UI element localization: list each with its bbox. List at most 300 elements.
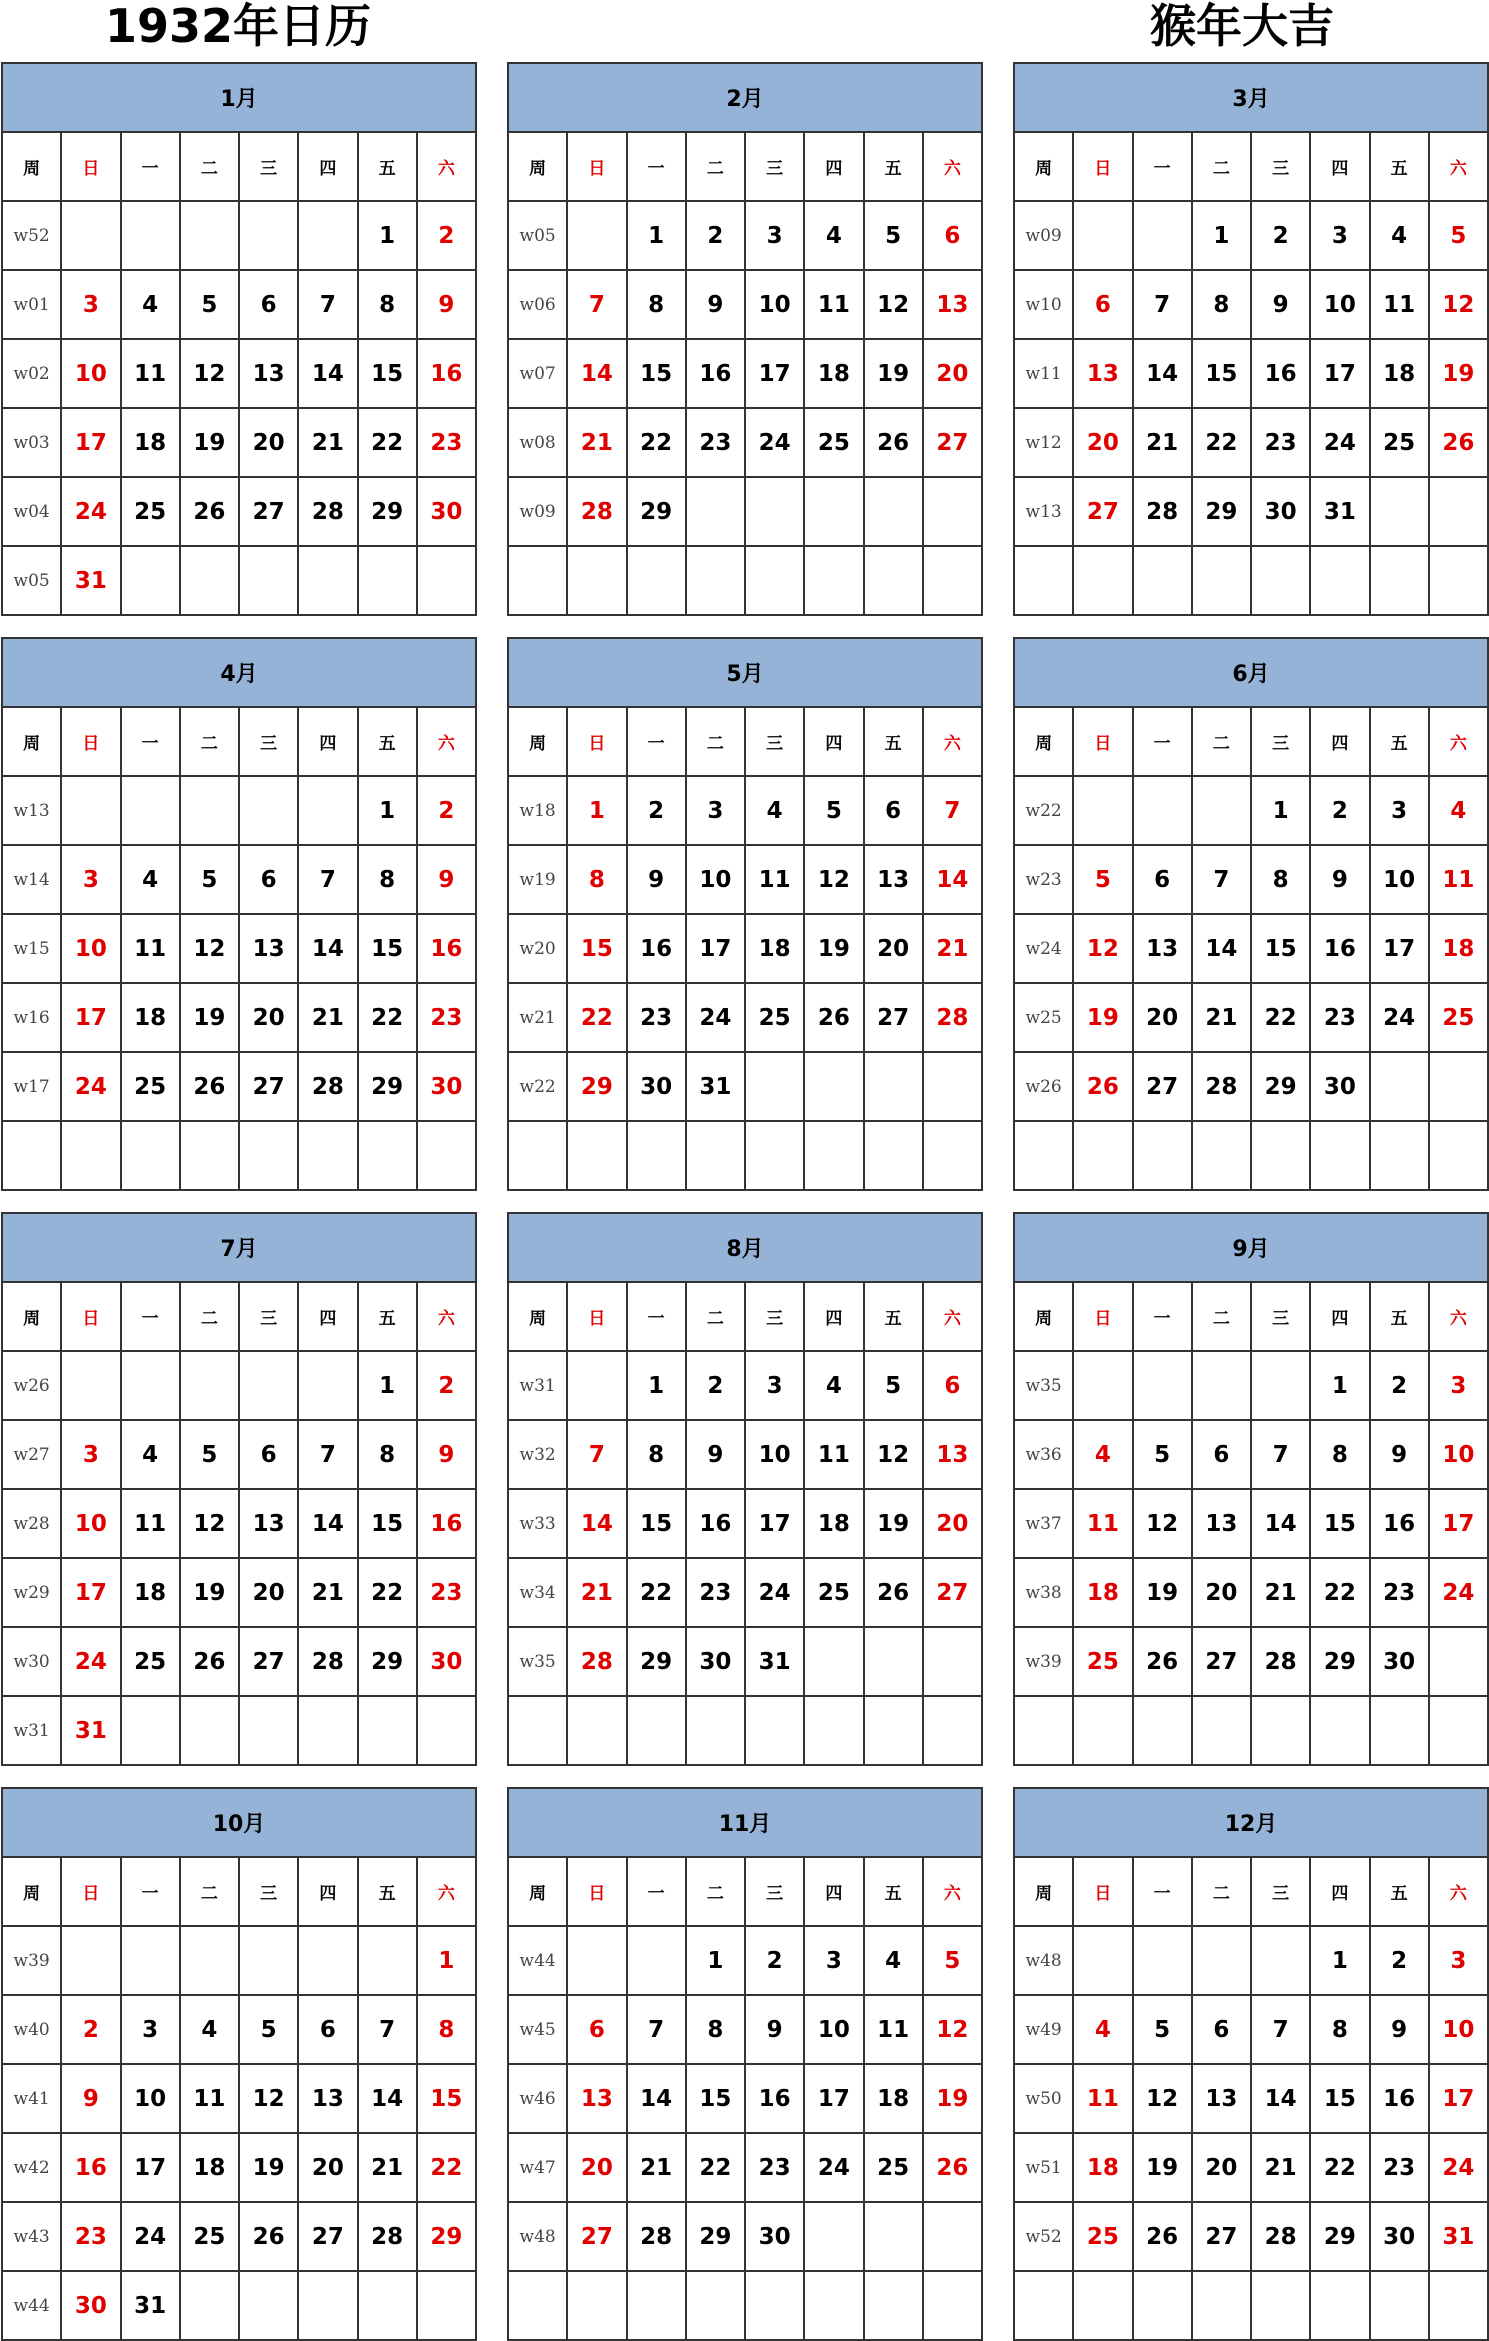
day-cell — [239, 1351, 298, 1420]
day-cell: 29 — [627, 477, 686, 546]
day-cell: 9 — [1310, 845, 1369, 914]
week-number — [1014, 2271, 1073, 2340]
day-cell — [567, 1351, 626, 1420]
day-cell — [1370, 477, 1429, 546]
day-cell — [1133, 776, 1192, 845]
day-cell: 27 — [1073, 477, 1132, 546]
day-cell: 6 — [239, 845, 298, 914]
day-cell — [1310, 1696, 1369, 1765]
day-cell: 30 — [1370, 2202, 1429, 2271]
day-cell: 17 — [804, 2064, 863, 2133]
week-number: w13 — [1014, 477, 1073, 546]
day-cell: 16 — [1370, 1489, 1429, 1558]
weekday-header: 三 — [1251, 1857, 1310, 1926]
day-cell: 7 — [298, 845, 357, 914]
day-cell: 23 — [627, 983, 686, 1052]
day-cell — [864, 1696, 923, 1765]
week-number: w38 — [1014, 1558, 1073, 1627]
day-cell: 9 — [417, 845, 476, 914]
day-cell: 2 — [745, 1926, 804, 1995]
day-cell: 27 — [239, 1052, 298, 1121]
day-cell: 31 — [61, 1696, 120, 1765]
day-cell — [804, 477, 863, 546]
weekday-header: 日 — [61, 707, 120, 776]
day-cell — [1073, 1121, 1132, 1190]
day-cell: 22 — [1251, 983, 1310, 1052]
day-cell — [121, 1696, 180, 1765]
day-cell: 28 — [627, 2202, 686, 2271]
day-cell: 26 — [239, 2202, 298, 2271]
day-cell: 13 — [239, 914, 298, 983]
day-cell: 18 — [804, 339, 863, 408]
day-cell: 11 — [745, 845, 804, 914]
day-cell: 18 — [804, 1489, 863, 1558]
day-cell: 16 — [417, 914, 476, 983]
day-cell: 11 — [1073, 2064, 1132, 2133]
day-cell: 27 — [1133, 1052, 1192, 1121]
day-cell — [417, 1121, 476, 1190]
week-number: w42 — [2, 2133, 61, 2202]
day-cell: 9 — [686, 1420, 745, 1489]
week-number: w35 — [508, 1627, 567, 1696]
day-cell: 4 — [864, 1926, 923, 1995]
day-cell: 16 — [1310, 914, 1369, 983]
weekday-header: 五 — [864, 1282, 923, 1351]
day-cell: 25 — [180, 2202, 239, 2271]
day-cell: 3 — [804, 1926, 863, 1995]
weekday-header: 四 — [298, 132, 357, 201]
weekday-header: 二 — [686, 707, 745, 776]
day-cell: 5 — [864, 201, 923, 270]
day-cell: 22 — [358, 408, 417, 477]
day-cell: 6 — [239, 270, 298, 339]
day-cell: 26 — [180, 1627, 239, 1696]
day-cell: 2 — [686, 1351, 745, 1420]
day-cell: 21 — [567, 408, 626, 477]
day-cell: 5 — [180, 845, 239, 914]
day-cell: 23 — [1251, 408, 1310, 477]
day-cell: 3 — [1429, 1926, 1488, 1995]
day-cell: 24 — [61, 477, 120, 546]
day-cell — [1192, 1926, 1251, 1995]
weekday-header: 三 — [239, 1857, 298, 1926]
day-cell: 15 — [1310, 1489, 1369, 1558]
day-cell: 1 — [1192, 201, 1251, 270]
week-number: w31 — [2, 1696, 61, 1765]
week-number: w20 — [508, 914, 567, 983]
day-cell — [864, 546, 923, 615]
day-cell: 17 — [1429, 2064, 1488, 2133]
week-number: w14 — [2, 845, 61, 914]
day-cell: 5 — [1133, 1420, 1192, 1489]
day-cell: 10 — [1370, 845, 1429, 914]
day-cell: 24 — [1310, 408, 1369, 477]
day-cell: 28 — [1192, 1052, 1251, 1121]
day-cell: 15 — [627, 1489, 686, 1558]
day-cell: 26 — [1429, 408, 1488, 477]
day-cell — [1429, 1052, 1488, 1121]
day-cell: 14 — [298, 1489, 357, 1558]
week-number: w08 — [508, 408, 567, 477]
day-cell: 6 — [239, 1420, 298, 1489]
day-cell: 19 — [1073, 983, 1132, 1052]
day-cell — [686, 1121, 745, 1190]
day-cell: 6 — [567, 1995, 626, 2064]
day-cell: 31 — [1310, 477, 1369, 546]
day-cell — [1073, 1351, 1132, 1420]
day-cell — [1251, 1926, 1310, 1995]
weekday-header: 二 — [180, 1282, 239, 1351]
day-cell: 28 — [358, 2202, 417, 2271]
day-cell: 19 — [180, 408, 239, 477]
day-cell: 13 — [1133, 914, 1192, 983]
day-cell: 8 — [627, 1420, 686, 1489]
weekday-header: 三 — [239, 132, 298, 201]
weekday-header: 三 — [1251, 707, 1310, 776]
day-cell: 26 — [1133, 1627, 1192, 1696]
weekday-header: 六 — [417, 1857, 476, 1926]
weekday-header: 三 — [1251, 132, 1310, 201]
day-cell: 28 — [1251, 2202, 1310, 2271]
day-cell: 7 — [1251, 1995, 1310, 2064]
day-cell: 5 — [1073, 845, 1132, 914]
day-cell — [298, 546, 357, 615]
day-cell: 27 — [239, 477, 298, 546]
day-cell — [180, 1351, 239, 1420]
day-cell: 3 — [61, 1420, 120, 1489]
weekday-header: 三 — [745, 132, 804, 201]
day-cell: 11 — [804, 270, 863, 339]
day-cell: 18 — [121, 408, 180, 477]
day-cell: 3 — [1370, 776, 1429, 845]
day-cell: 10 — [686, 845, 745, 914]
day-cell: 15 — [358, 1489, 417, 1558]
day-cell: 12 — [180, 914, 239, 983]
day-cell: 23 — [745, 2133, 804, 2202]
day-cell: 24 — [1429, 1558, 1488, 1627]
day-cell: 29 — [1310, 2202, 1369, 2271]
day-cell: 20 — [1192, 2133, 1251, 2202]
day-cell: 23 — [1370, 2133, 1429, 2202]
day-cell: 28 — [298, 1052, 357, 1121]
weekday-header: 五 — [1370, 132, 1429, 201]
day-cell: 21 — [298, 1558, 357, 1627]
day-cell: 11 — [1429, 845, 1488, 914]
day-cell — [239, 201, 298, 270]
month-calendar — [1, 62, 477, 606]
week-number: w31 — [508, 1351, 567, 1420]
weekday-header: 日 — [567, 1282, 626, 1351]
day-cell — [804, 1052, 863, 1121]
day-cell: 4 — [1073, 1995, 1132, 2064]
day-cell: 9 — [1370, 1420, 1429, 1489]
day-cell — [745, 1052, 804, 1121]
week-number: w41 — [2, 2064, 61, 2133]
day-cell — [121, 1351, 180, 1420]
day-cell: 15 — [686, 2064, 745, 2133]
day-cell: 14 — [298, 914, 357, 983]
day-cell — [567, 1696, 626, 1765]
day-cell: 17 — [61, 408, 120, 477]
day-cell — [121, 776, 180, 845]
weekday-header: 周 — [508, 707, 567, 776]
weekday-header: 六 — [923, 707, 982, 776]
day-cell: 24 — [1370, 983, 1429, 1052]
day-cell: 9 — [745, 1995, 804, 2064]
day-cell — [686, 2271, 745, 2340]
week-number: w48 — [508, 2202, 567, 2271]
week-number: w48 — [1014, 1926, 1073, 1995]
week-number: w05 — [508, 201, 567, 270]
day-cell: 7 — [923, 776, 982, 845]
day-cell — [567, 2271, 626, 2340]
day-cell: 26 — [1073, 1052, 1132, 1121]
day-cell: 25 — [121, 1627, 180, 1696]
day-cell: 12 — [1073, 914, 1132, 983]
month-calendar — [1013, 637, 1489, 1181]
day-cell — [1073, 776, 1132, 845]
day-cell — [298, 201, 357, 270]
day-cell: 25 — [121, 1052, 180, 1121]
day-cell — [627, 1121, 686, 1190]
day-cell — [923, 2271, 982, 2340]
day-cell: 25 — [745, 983, 804, 1052]
week-number: w24 — [1014, 914, 1073, 983]
day-cell — [1370, 1696, 1429, 1765]
day-cell — [417, 546, 476, 615]
day-cell — [1251, 546, 1310, 615]
day-cell: 29 — [1192, 477, 1251, 546]
day-cell — [686, 546, 745, 615]
day-cell — [923, 1696, 982, 1765]
day-cell: 2 — [1251, 201, 1310, 270]
day-cell: 5 — [1429, 201, 1488, 270]
day-cell: 18 — [1429, 914, 1488, 983]
day-cell — [923, 546, 982, 615]
week-number: w19 — [508, 845, 567, 914]
day-cell: 15 — [358, 339, 417, 408]
day-cell — [1192, 546, 1251, 615]
week-number: w17 — [2, 1052, 61, 1121]
day-cell: 19 — [1429, 339, 1488, 408]
day-cell: 27 — [864, 983, 923, 1052]
week-number: w49 — [1014, 1995, 1073, 2064]
day-cell: 28 — [1251, 1627, 1310, 1696]
day-cell: 21 — [298, 983, 357, 1052]
day-cell: 27 — [923, 408, 982, 477]
day-cell — [627, 1926, 686, 1995]
day-cell — [804, 1627, 863, 1696]
weekday-header: 三 — [745, 1282, 804, 1351]
day-cell — [239, 546, 298, 615]
day-cell: 8 — [1251, 845, 1310, 914]
day-cell: 4 — [1370, 201, 1429, 270]
day-cell: 12 — [1133, 2064, 1192, 2133]
weekday-header: 二 — [1192, 1282, 1251, 1351]
day-cell: 12 — [923, 1995, 982, 2064]
day-cell: 8 — [627, 270, 686, 339]
weekday-header: 二 — [180, 707, 239, 776]
day-cell: 30 — [686, 1627, 745, 1696]
day-cell: 16 — [686, 1489, 745, 1558]
day-cell — [1133, 1926, 1192, 1995]
week-number: w36 — [1014, 1420, 1073, 1489]
weekday-header: 四 — [804, 132, 863, 201]
day-cell: 19 — [1133, 1558, 1192, 1627]
day-cell: 21 — [1133, 408, 1192, 477]
day-cell: 28 — [298, 1627, 357, 1696]
day-cell: 25 — [804, 1558, 863, 1627]
day-cell: 9 — [627, 845, 686, 914]
day-cell: 20 — [923, 1489, 982, 1558]
day-cell: 5 — [864, 1351, 923, 1420]
day-cell: 19 — [239, 2133, 298, 2202]
day-cell: 30 — [627, 1052, 686, 1121]
day-cell: 25 — [1073, 1627, 1132, 1696]
day-cell: 6 — [1192, 1995, 1251, 2064]
day-cell: 15 — [1251, 914, 1310, 983]
day-cell — [61, 776, 120, 845]
day-cell: 14 — [1133, 339, 1192, 408]
day-cell: 11 — [121, 914, 180, 983]
day-cell: 24 — [61, 1627, 120, 1696]
day-cell: 1 — [567, 776, 626, 845]
day-cell — [745, 2271, 804, 2340]
day-cell: 7 — [358, 1995, 417, 2064]
day-cell: 1 — [627, 201, 686, 270]
week-number: w39 — [1014, 1627, 1073, 1696]
day-cell: 23 — [417, 408, 476, 477]
day-cell: 2 — [417, 776, 476, 845]
day-cell: 2 — [1370, 1351, 1429, 1420]
day-cell — [567, 1926, 626, 1995]
week-number: w06 — [508, 270, 567, 339]
month-title: 1月 — [2, 63, 476, 132]
weekday-header: 四 — [1310, 1282, 1369, 1351]
day-cell: 10 — [1429, 1995, 1488, 2064]
month-title: 8月 — [508, 1213, 982, 1282]
week-number: w26 — [2, 1351, 61, 1420]
weekday-header: 三 — [745, 1857, 804, 1926]
week-number: w46 — [508, 2064, 567, 2133]
day-cell: 17 — [745, 1489, 804, 1558]
day-cell: 27 — [567, 2202, 626, 2271]
day-cell — [1310, 546, 1369, 615]
day-cell: 9 — [61, 2064, 120, 2133]
day-cell — [864, 2271, 923, 2340]
day-cell — [745, 1696, 804, 1765]
day-cell: 29 — [358, 1627, 417, 1696]
day-cell: 29 — [358, 1052, 417, 1121]
weekday-header: 四 — [804, 707, 863, 776]
day-cell — [180, 1926, 239, 1995]
weekday-header: 四 — [298, 707, 357, 776]
day-cell: 15 — [627, 339, 686, 408]
day-cell: 19 — [1133, 2133, 1192, 2202]
day-cell: 28 — [567, 1627, 626, 1696]
day-cell: 14 — [627, 2064, 686, 2133]
day-cell: 29 — [567, 1052, 626, 1121]
day-cell — [239, 1926, 298, 1995]
day-cell: 8 — [358, 1420, 417, 1489]
day-cell: 2 — [417, 1351, 476, 1420]
day-cell — [358, 1926, 417, 1995]
day-cell: 31 — [61, 546, 120, 615]
week-number: w13 — [2, 776, 61, 845]
day-cell — [864, 2202, 923, 2271]
day-cell: 30 — [745, 2202, 804, 2271]
week-number: w40 — [2, 1995, 61, 2064]
day-cell: 3 — [61, 270, 120, 339]
day-cell — [1073, 1696, 1132, 1765]
day-cell: 12 — [1133, 1489, 1192, 1558]
weekday-header: 日 — [61, 1857, 120, 1926]
day-cell — [417, 2271, 476, 2340]
day-cell: 18 — [180, 2133, 239, 2202]
day-cell: 25 — [1429, 983, 1488, 1052]
day-cell: 15 — [417, 2064, 476, 2133]
week-number: w33 — [508, 1489, 567, 1558]
month-title: 4月 — [2, 638, 476, 707]
day-cell — [1192, 2271, 1251, 2340]
day-cell: 24 — [1429, 2133, 1488, 2202]
day-cell: 17 — [1310, 339, 1369, 408]
weekday-header: 一 — [1133, 1857, 1192, 1926]
day-cell: 7 — [627, 1995, 686, 2064]
day-cell: 17 — [121, 2133, 180, 2202]
weekday-header: 日 — [1073, 1282, 1132, 1351]
day-cell — [864, 1627, 923, 1696]
week-number: w39 — [2, 1926, 61, 1995]
day-cell: 18 — [121, 983, 180, 1052]
week-number — [2, 1121, 61, 1190]
weekday-header: 二 — [1192, 707, 1251, 776]
day-cell: 14 — [298, 339, 357, 408]
day-cell: 27 — [923, 1558, 982, 1627]
week-number: w25 — [1014, 983, 1073, 1052]
weekday-header: 周 — [2, 1282, 61, 1351]
day-cell: 27 — [1192, 1627, 1251, 1696]
week-number: w47 — [508, 2133, 567, 2202]
day-cell: 15 — [358, 914, 417, 983]
day-cell: 20 — [1073, 408, 1132, 477]
day-cell: 6 — [298, 1995, 357, 2064]
day-cell: 14 — [923, 845, 982, 914]
weekday-header: 四 — [804, 1857, 863, 1926]
day-cell — [1370, 1052, 1429, 1121]
day-cell: 20 — [239, 1558, 298, 1627]
day-cell — [298, 1351, 357, 1420]
day-cell: 7 — [298, 270, 357, 339]
day-cell: 17 — [1370, 914, 1429, 983]
day-cell: 8 — [1192, 270, 1251, 339]
weekday-header: 日 — [61, 1282, 120, 1351]
weekday-header: 一 — [627, 1282, 686, 1351]
week-number: w21 — [508, 983, 567, 1052]
weekday-header: 六 — [1429, 1282, 1488, 1351]
weekday-header: 二 — [1192, 132, 1251, 201]
weekday-header: 周 — [1014, 132, 1073, 201]
week-number: w51 — [1014, 2133, 1073, 2202]
weekday-header: 日 — [1073, 1857, 1132, 1926]
day-cell: 29 — [358, 477, 417, 546]
day-cell — [1310, 2271, 1369, 2340]
weekday-header: 五 — [864, 707, 923, 776]
day-cell — [239, 776, 298, 845]
day-cell: 13 — [1073, 339, 1132, 408]
day-cell: 6 — [923, 1351, 982, 1420]
week-number — [508, 2271, 567, 2340]
